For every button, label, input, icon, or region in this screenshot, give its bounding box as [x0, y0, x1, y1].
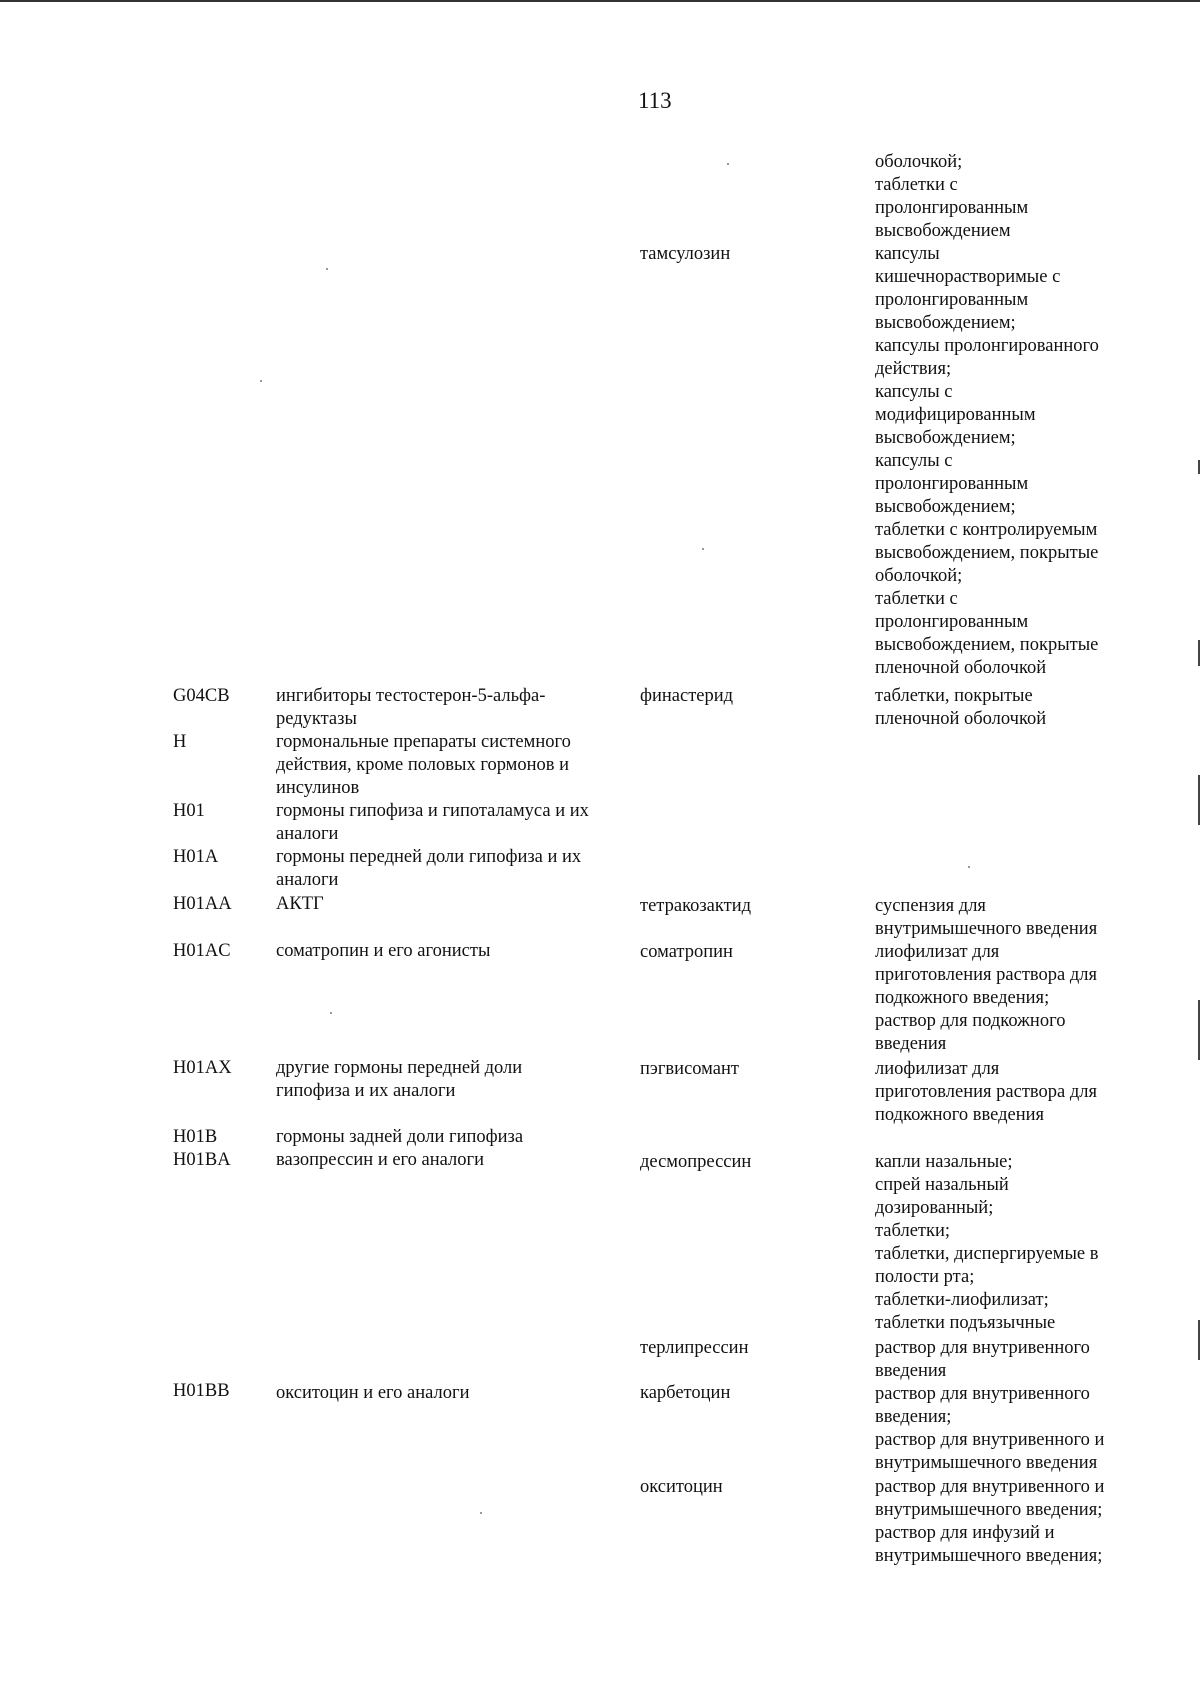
- scan-speck: [702, 548, 704, 550]
- atc-code-cell: H01BA: [173, 1150, 231, 1170]
- atc-class-cell: окситоцин и его аналоги: [276, 1383, 470, 1403]
- drug-name-cell: тамсулозин: [640, 244, 731, 264]
- dosage-form-cell: раствор для внутривенного и внутримышечного введения; раствор для инфузий и внутримышечного введения;: [875, 1477, 1105, 1566]
- atc-class-cell: гормоны задней доли гипофиза: [276, 1127, 524, 1147]
- atc-code-cell: H01: [173, 801, 205, 821]
- atc-code-cell: H01AX: [173, 1058, 232, 1078]
- drug-name-cell: терлипрессин: [640, 1338, 749, 1358]
- scan-speck: [480, 1512, 482, 1514]
- page-number: 113: [638, 88, 672, 113]
- scan-speck: [326, 268, 328, 270]
- dosage-form-cell: раствор для внутривенного введения; раствор для внутривенного и внутримышечного введения: [875, 1384, 1105, 1473]
- atc-class-cell: гормоны гипофиза и гипоталамуса и их аналоги: [276, 801, 589, 844]
- dosage-form-cell: суспензия для внутримышечного введения: [875, 896, 1098, 939]
- atc-code-cell: H01B: [173, 1127, 218, 1147]
- drug-name-cell: финастерид: [640, 686, 734, 706]
- drug-name-cell: тетракозактид: [640, 896, 752, 916]
- atc-class-cell: соматропин и его агонисты: [276, 941, 491, 961]
- scan-top-edge: [0, 0, 1200, 2]
- atc-code-cell: H01BB: [173, 1381, 230, 1401]
- atc-class-cell: АКТГ: [276, 894, 324, 914]
- scan-speck: [260, 380, 262, 382]
- dosage-form-cell: лиофилизат для приготовления раствора для подкожного введения: [875, 1059, 1097, 1125]
- dosage-form-cell: таблетки, покрытые пленочной оболочкой: [875, 686, 1047, 729]
- scan-speck: [330, 1012, 332, 1014]
- atc-code-cell: G04CB: [173, 686, 230, 706]
- dosage-form-cell: лиофилизат для приготовления раствора для подкожного введения; раствор для подкожного введения: [875, 942, 1097, 1054]
- atc-class-cell: ингибиторы тестостерон-5-альфа- редуктазы: [276, 686, 546, 729]
- scan-speck: [727, 163, 729, 165]
- dosage-form-cell: капли назальные; спрей назальный дозированный; таблетки; таблетки, диспергируемые в полости рта; таблетки-лиофилизат; таблетки подъязычные: [875, 1152, 1099, 1333]
- dosage-form-cell: оболочкой; таблетки с пролонгированным высвобождением: [875, 152, 1029, 241]
- drug-name-cell: десмопрессин: [640, 1152, 752, 1172]
- drug-name-cell: пэгвисомант: [640, 1059, 739, 1079]
- atc-class-cell: гормональные препараты системного действия, кроме половых гормонов и инсулинов: [276, 732, 571, 798]
- atc-code-cell: H01AC: [173, 941, 231, 961]
- atc-class-cell: вазопрессин и его аналоги: [276, 1150, 485, 1170]
- scan-speck: [968, 866, 970, 868]
- drug-name-cell: окситоцин: [640, 1477, 723, 1497]
- atc-code-cell: H01AA: [173, 894, 232, 914]
- dosage-form-cell: капсулы кишечнорастворимые с пролонгированным высвобождением; капсулы пролонгированного действия; капсулы с модифицированным высвобождением; капсулы с пролонгированным высвобождением; таблетки с контролируемым высвобождением, покрытые оболочкой; таблетки с пролонгированным высвобождением, покрытые пленочной оболочкой: [875, 244, 1099, 678]
- drug-name-cell: соматропин: [640, 942, 733, 962]
- drug-name-cell: карбетоцин: [640, 1383, 731, 1403]
- atc-class-cell: другие гормоны передней доли гипофиза и их аналоги: [276, 1058, 523, 1101]
- atc-code-cell: H01A: [173, 847, 219, 867]
- atc-class-cell: гормоны передней доли гипофиза и их аналоги: [276, 847, 582, 890]
- atc-code-cell: H: [173, 732, 187, 752]
- dosage-form-cell: раствор для внутривенного введения: [875, 1338, 1090, 1381]
